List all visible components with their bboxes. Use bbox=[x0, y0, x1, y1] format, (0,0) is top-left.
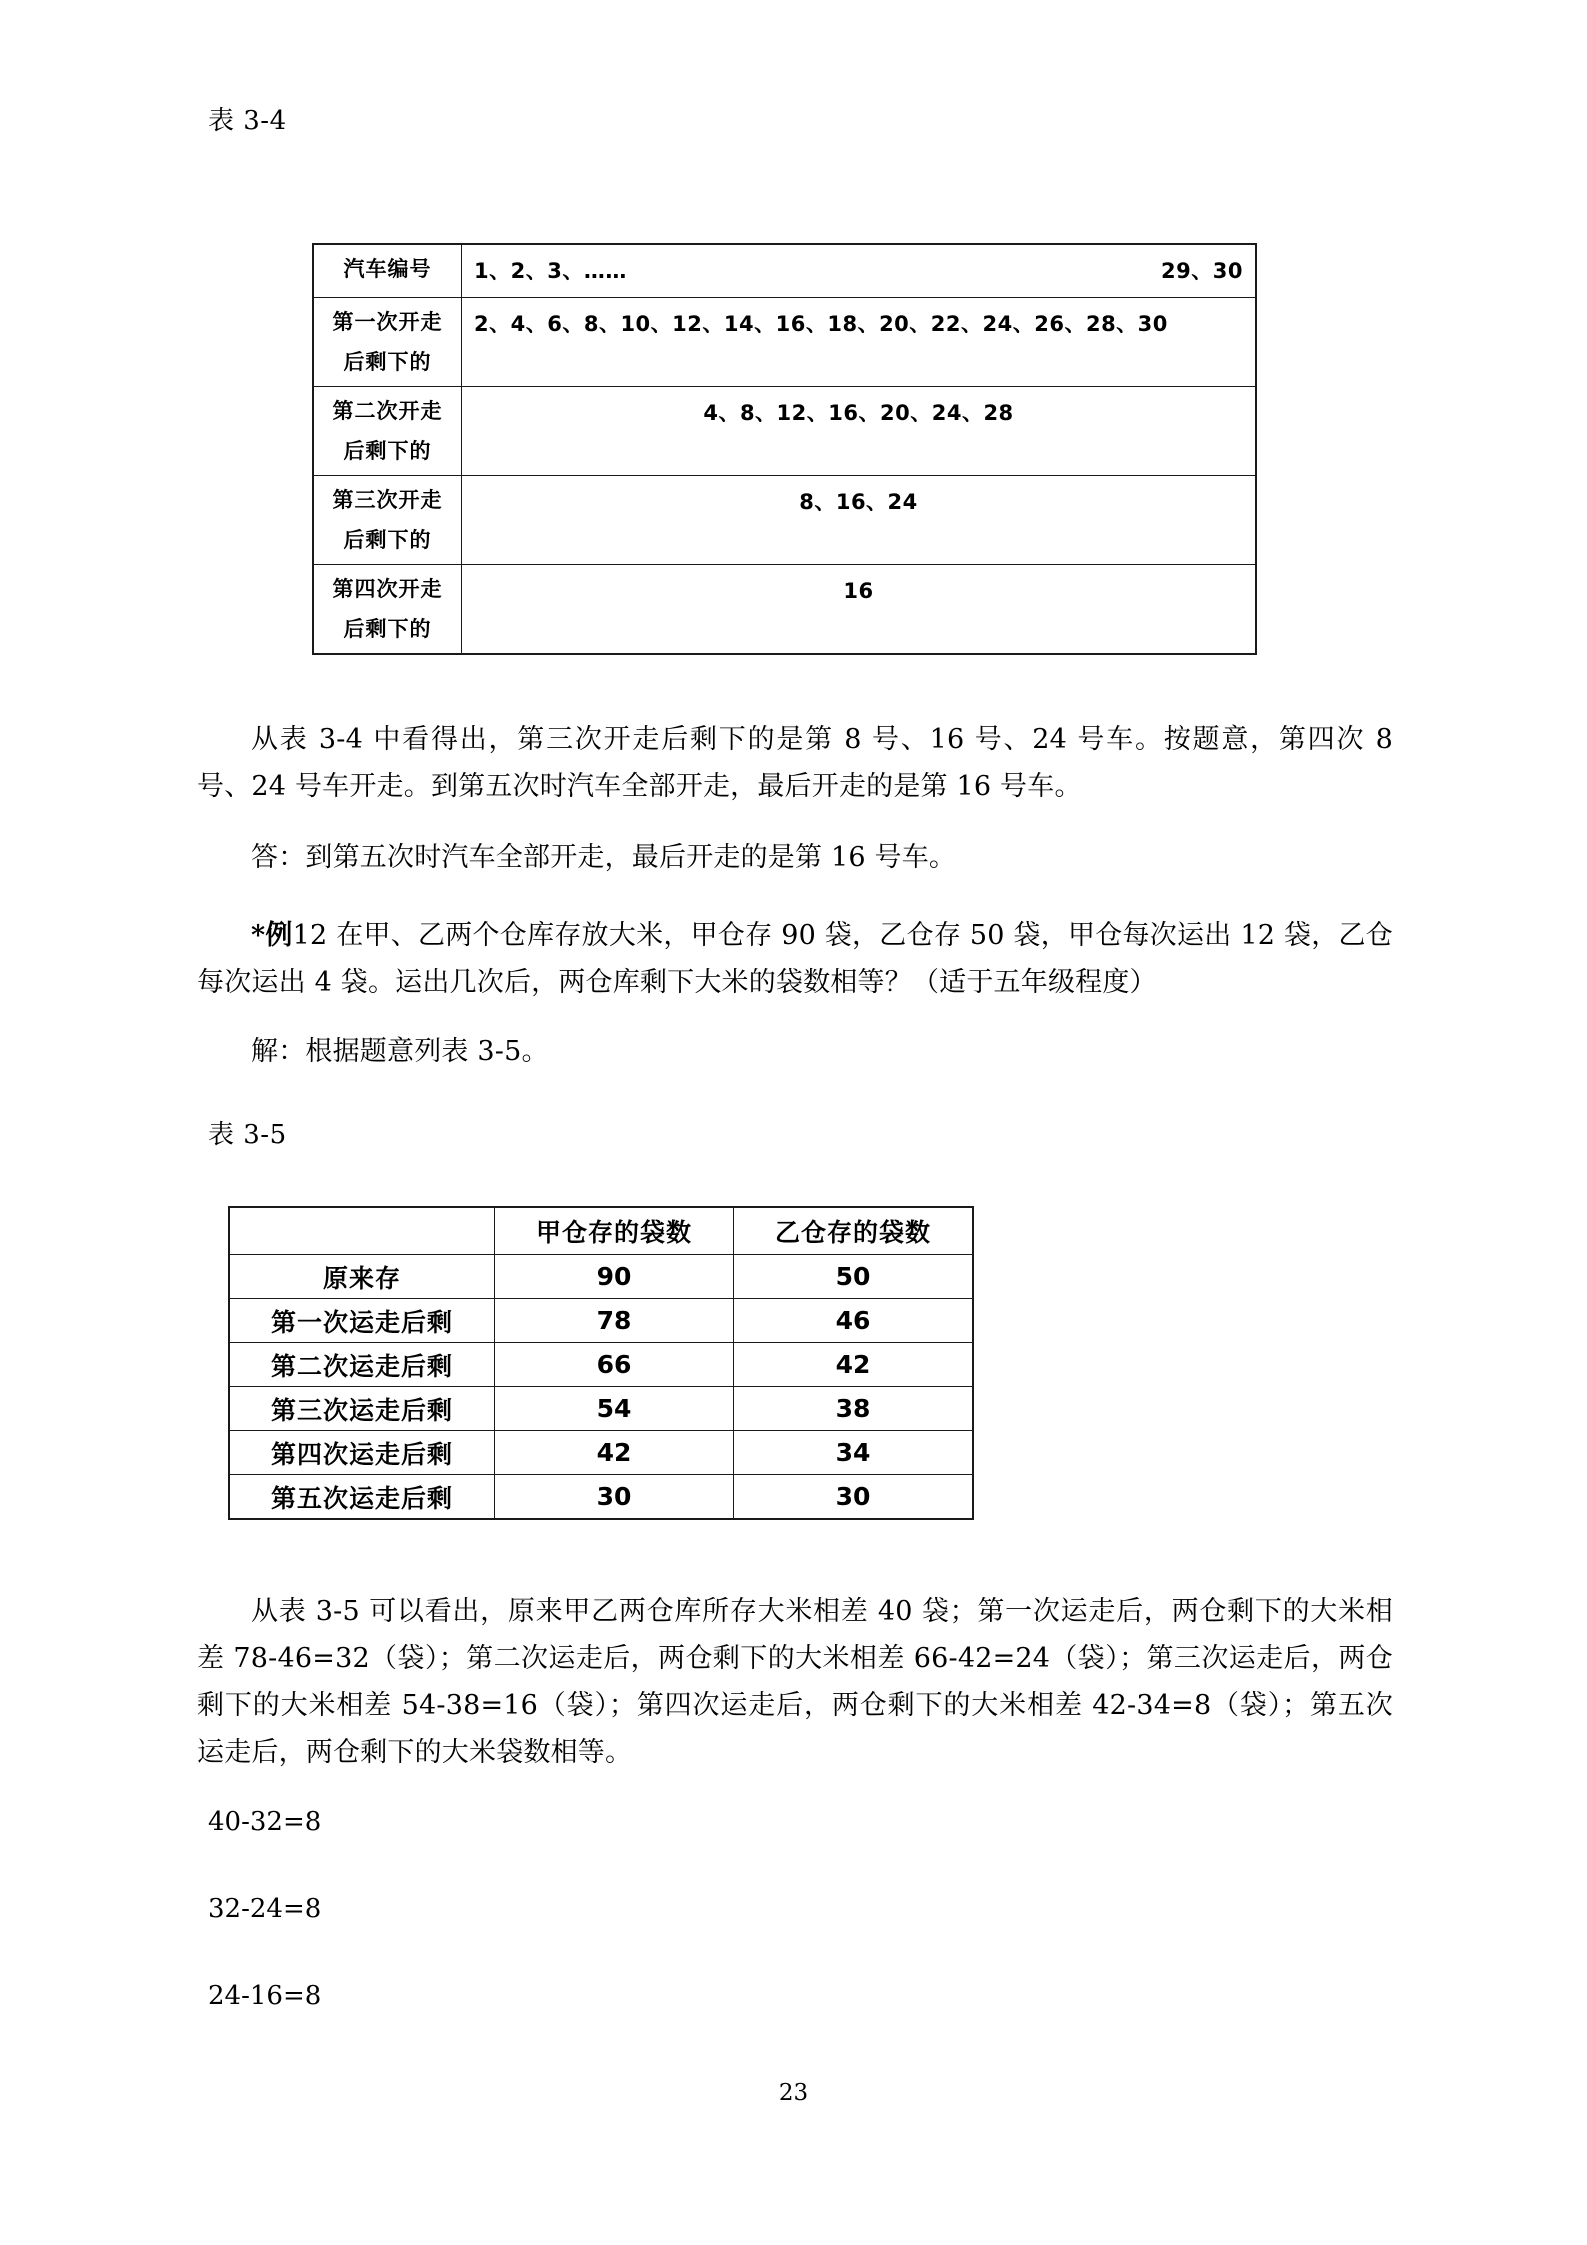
table-3-5-header-jia: 甲仓存的袋数 bbox=[495, 1207, 734, 1255]
table-3-4-row-value: 8、16、24 bbox=[462, 476, 1257, 565]
table-row bbox=[229, 1431, 973, 1475]
paragraph-answer: 答：到第五次时汽车全部开走，最后开走的是第 16 号车。 bbox=[251, 842, 957, 873]
table-3-4-row-label bbox=[313, 387, 462, 476]
table-3-5-cell-yi: 30 bbox=[734, 1475, 974, 1520]
table-row bbox=[229, 1475, 973, 1520]
table-3-5-cell-yi: 50 bbox=[734, 1255, 974, 1299]
table-3-4-caption: 表 3-4 bbox=[208, 106, 287, 136]
paragraph-table-3-5-explanation: 从表 3-5 可以看出，原来甲乙两仓库所存大米相差 40 袋；第一次运走后，两仓剩下的大米相差 78-46=32（袋）；第二次运走后，两仓剩下的大米相差 66-42=24（袋）；第三次运走后，两仓剩下的大米相差 54-38=16（袋）；第四次运走后，两仓剩下的大米相差 42-34=8（袋）；第五次运走后，两仓剩下的大米袋数相等。 bbox=[197, 1596, 1393, 1768]
table-3-4-row-label bbox=[313, 565, 462, 655]
table-3-5-cell-jia: 66 bbox=[495, 1343, 734, 1387]
value-right: 29、30 bbox=[1161, 259, 1243, 283]
table-3-5-header-blank bbox=[229, 1207, 495, 1255]
table-3-4-row-label bbox=[313, 244, 462, 298]
label-line-2: 后剩下的 bbox=[343, 528, 432, 552]
label-line-1: 汽车编号 bbox=[343, 257, 432, 281]
paragraph-solution-intro: 解：根据题意列表 3-5。 bbox=[251, 1036, 549, 1067]
table-row bbox=[313, 387, 1256, 476]
label-line-1: 第二次开走 bbox=[332, 399, 443, 423]
label-line-2: 后剩下的 bbox=[343, 350, 432, 374]
table-3-5-cell-yi: 34 bbox=[734, 1431, 974, 1475]
table-row bbox=[229, 1299, 973, 1343]
table-3-5-row-label: 原来存 bbox=[229, 1255, 495, 1299]
table-3-5-cell-jia: 90 bbox=[495, 1255, 734, 1299]
example-text: 在甲、乙两个仓库存放大米，甲仓存 90 袋，乙仓存 50 袋，甲仓每次运出 12 袋，乙仓每次运出 4 袋。运出几次后，两仓库剩下大米的袋数相等？（适于五年级程度） bbox=[197, 920, 1393, 998]
table-row bbox=[313, 298, 1256, 387]
table-row bbox=[313, 565, 1256, 655]
table-3-4 bbox=[312, 243, 1257, 655]
table-3-5-row-label: 第四次运走后剩 bbox=[229, 1431, 495, 1475]
table-3-5-row-label: 第五次运走后剩 bbox=[229, 1475, 495, 1520]
table-3-5-cell-yi: 42 bbox=[734, 1343, 974, 1387]
equation-line-1: 40-32=8 bbox=[208, 1807, 322, 1837]
table-3-4-row-value: 2、4、6、8、10、12、14、16、18、20、22、24、26、28、30 bbox=[462, 298, 1257, 387]
table-3-4-row-label bbox=[313, 476, 462, 565]
table-3-5-header-yi: 乙仓存的袋数 bbox=[734, 1207, 974, 1255]
table-header-row bbox=[229, 1207, 973, 1255]
example-12-paragraph bbox=[197, 912, 1393, 1006]
table-row bbox=[229, 1255, 973, 1299]
table-3-4-row-label bbox=[313, 298, 462, 387]
table-3-5-row-label: 第三次运走后剩 bbox=[229, 1387, 495, 1431]
table-3-5-cell-jia: 30 bbox=[495, 1475, 734, 1520]
label-line-1: 第一次开走 bbox=[332, 310, 443, 334]
table-3-5 bbox=[228, 1206, 974, 1520]
equation-line-3: 24-16=8 bbox=[208, 1981, 322, 2011]
paragraph-table-3-4-explanation: 从表 3-4 中看得出，第三次开走后剩下的是第 8 号、16 号、24 号车。按题意，第四次 8 号、24 号车开走。到第五次时汽车全部开走，最后开走的是第 16 号车。 bbox=[197, 724, 1393, 802]
equation-line-2: 32-24=8 bbox=[208, 1894, 322, 1924]
table-3-4-row-value bbox=[462, 244, 1257, 298]
value-left: 1、2、3、…… bbox=[474, 259, 627, 283]
table-3-4-row-value: 4、8、12、16、20、24、28 bbox=[462, 387, 1257, 476]
table-3-5-row-label: 第一次运走后剩 bbox=[229, 1299, 495, 1343]
label-line-1: 第四次开走 bbox=[332, 577, 443, 601]
table-row bbox=[229, 1387, 973, 1431]
table-3-5-cell-jia: 54 bbox=[495, 1387, 734, 1431]
page-number: 23 bbox=[778, 2080, 809, 2106]
example-number: 12 bbox=[292, 920, 328, 951]
table-row bbox=[313, 244, 1256, 298]
example-marker: *例 bbox=[251, 920, 293, 951]
table-row bbox=[313, 476, 1256, 565]
table-3-5-cell-jia: 78 bbox=[495, 1299, 734, 1343]
label-line-2: 后剩下的 bbox=[343, 617, 432, 641]
table-3-5-caption: 表 3-5 bbox=[208, 1120, 287, 1150]
table-3-5-row-label: 第二次运走后剩 bbox=[229, 1343, 495, 1387]
label-line-2: 后剩下的 bbox=[343, 439, 432, 463]
table-row bbox=[229, 1343, 973, 1387]
table-3-5-cell-jia: 42 bbox=[495, 1431, 734, 1475]
table-3-5-cell-yi: 38 bbox=[734, 1387, 974, 1431]
table-3-5-cell-yi: 46 bbox=[734, 1299, 974, 1343]
label-line-1: 第三次开走 bbox=[332, 488, 443, 512]
table-3-4-row-value: 16 bbox=[462, 565, 1257, 655]
